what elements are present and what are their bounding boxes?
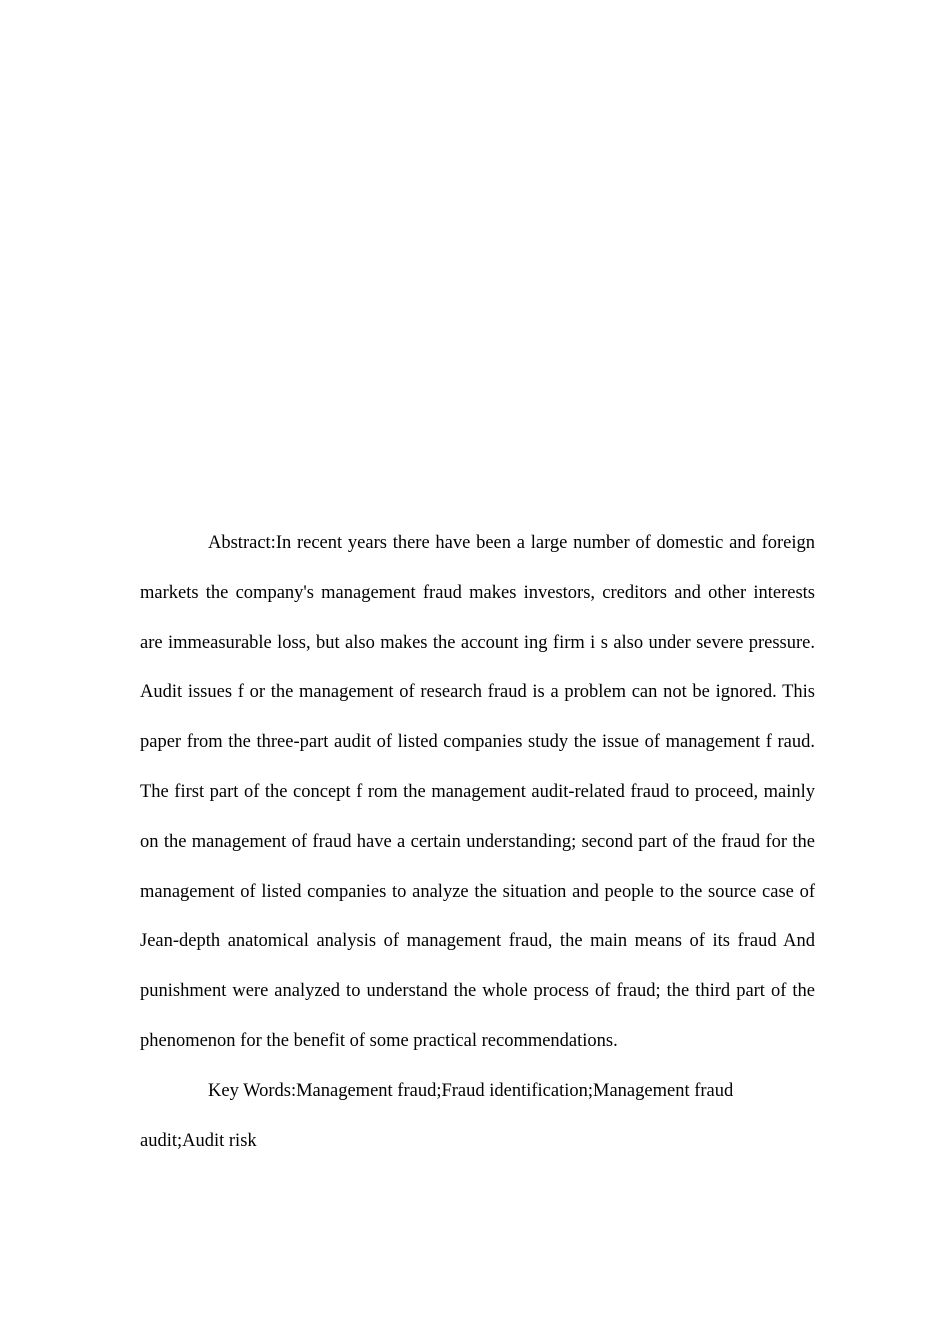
keywords-text: Management fraud;Fraud identification;Management fraud audit;Audit risk [140,1080,734,1151]
abstract-section [140,519,815,1166]
abstract-text: In recent years there have been a large number of domestic and foreign markets the company's management fraud makes investors, creditors and other interests are immeasurable loss, but also makes the account ing firm i s also under severe pressure. Audit issues f or the management of research fraud is a problem can not be ignored. This paper from the three-part audit of listed companies study the issue of management f raud. The first part of the concept f rom the management audit-related fraud to proceed, mainly on the management of fraud have a certain understanding; second part of the fraud for the management of listed companies to analyze the situation and people to the source case of Jean-depth anatomical analysis of management fraud, the main means of its fraud And punishment were analyzed to understand the whole process of fraud; the third part of the phenomenon for the benefit of some practical recommendations. [140,533,815,1051]
keywords-label: Key Words: [208,1080,297,1101]
abstract-label: Abstract: [208,533,276,553]
abstract-paragraph [140,519,815,1067]
keywords-paragraph [140,1067,815,1167]
